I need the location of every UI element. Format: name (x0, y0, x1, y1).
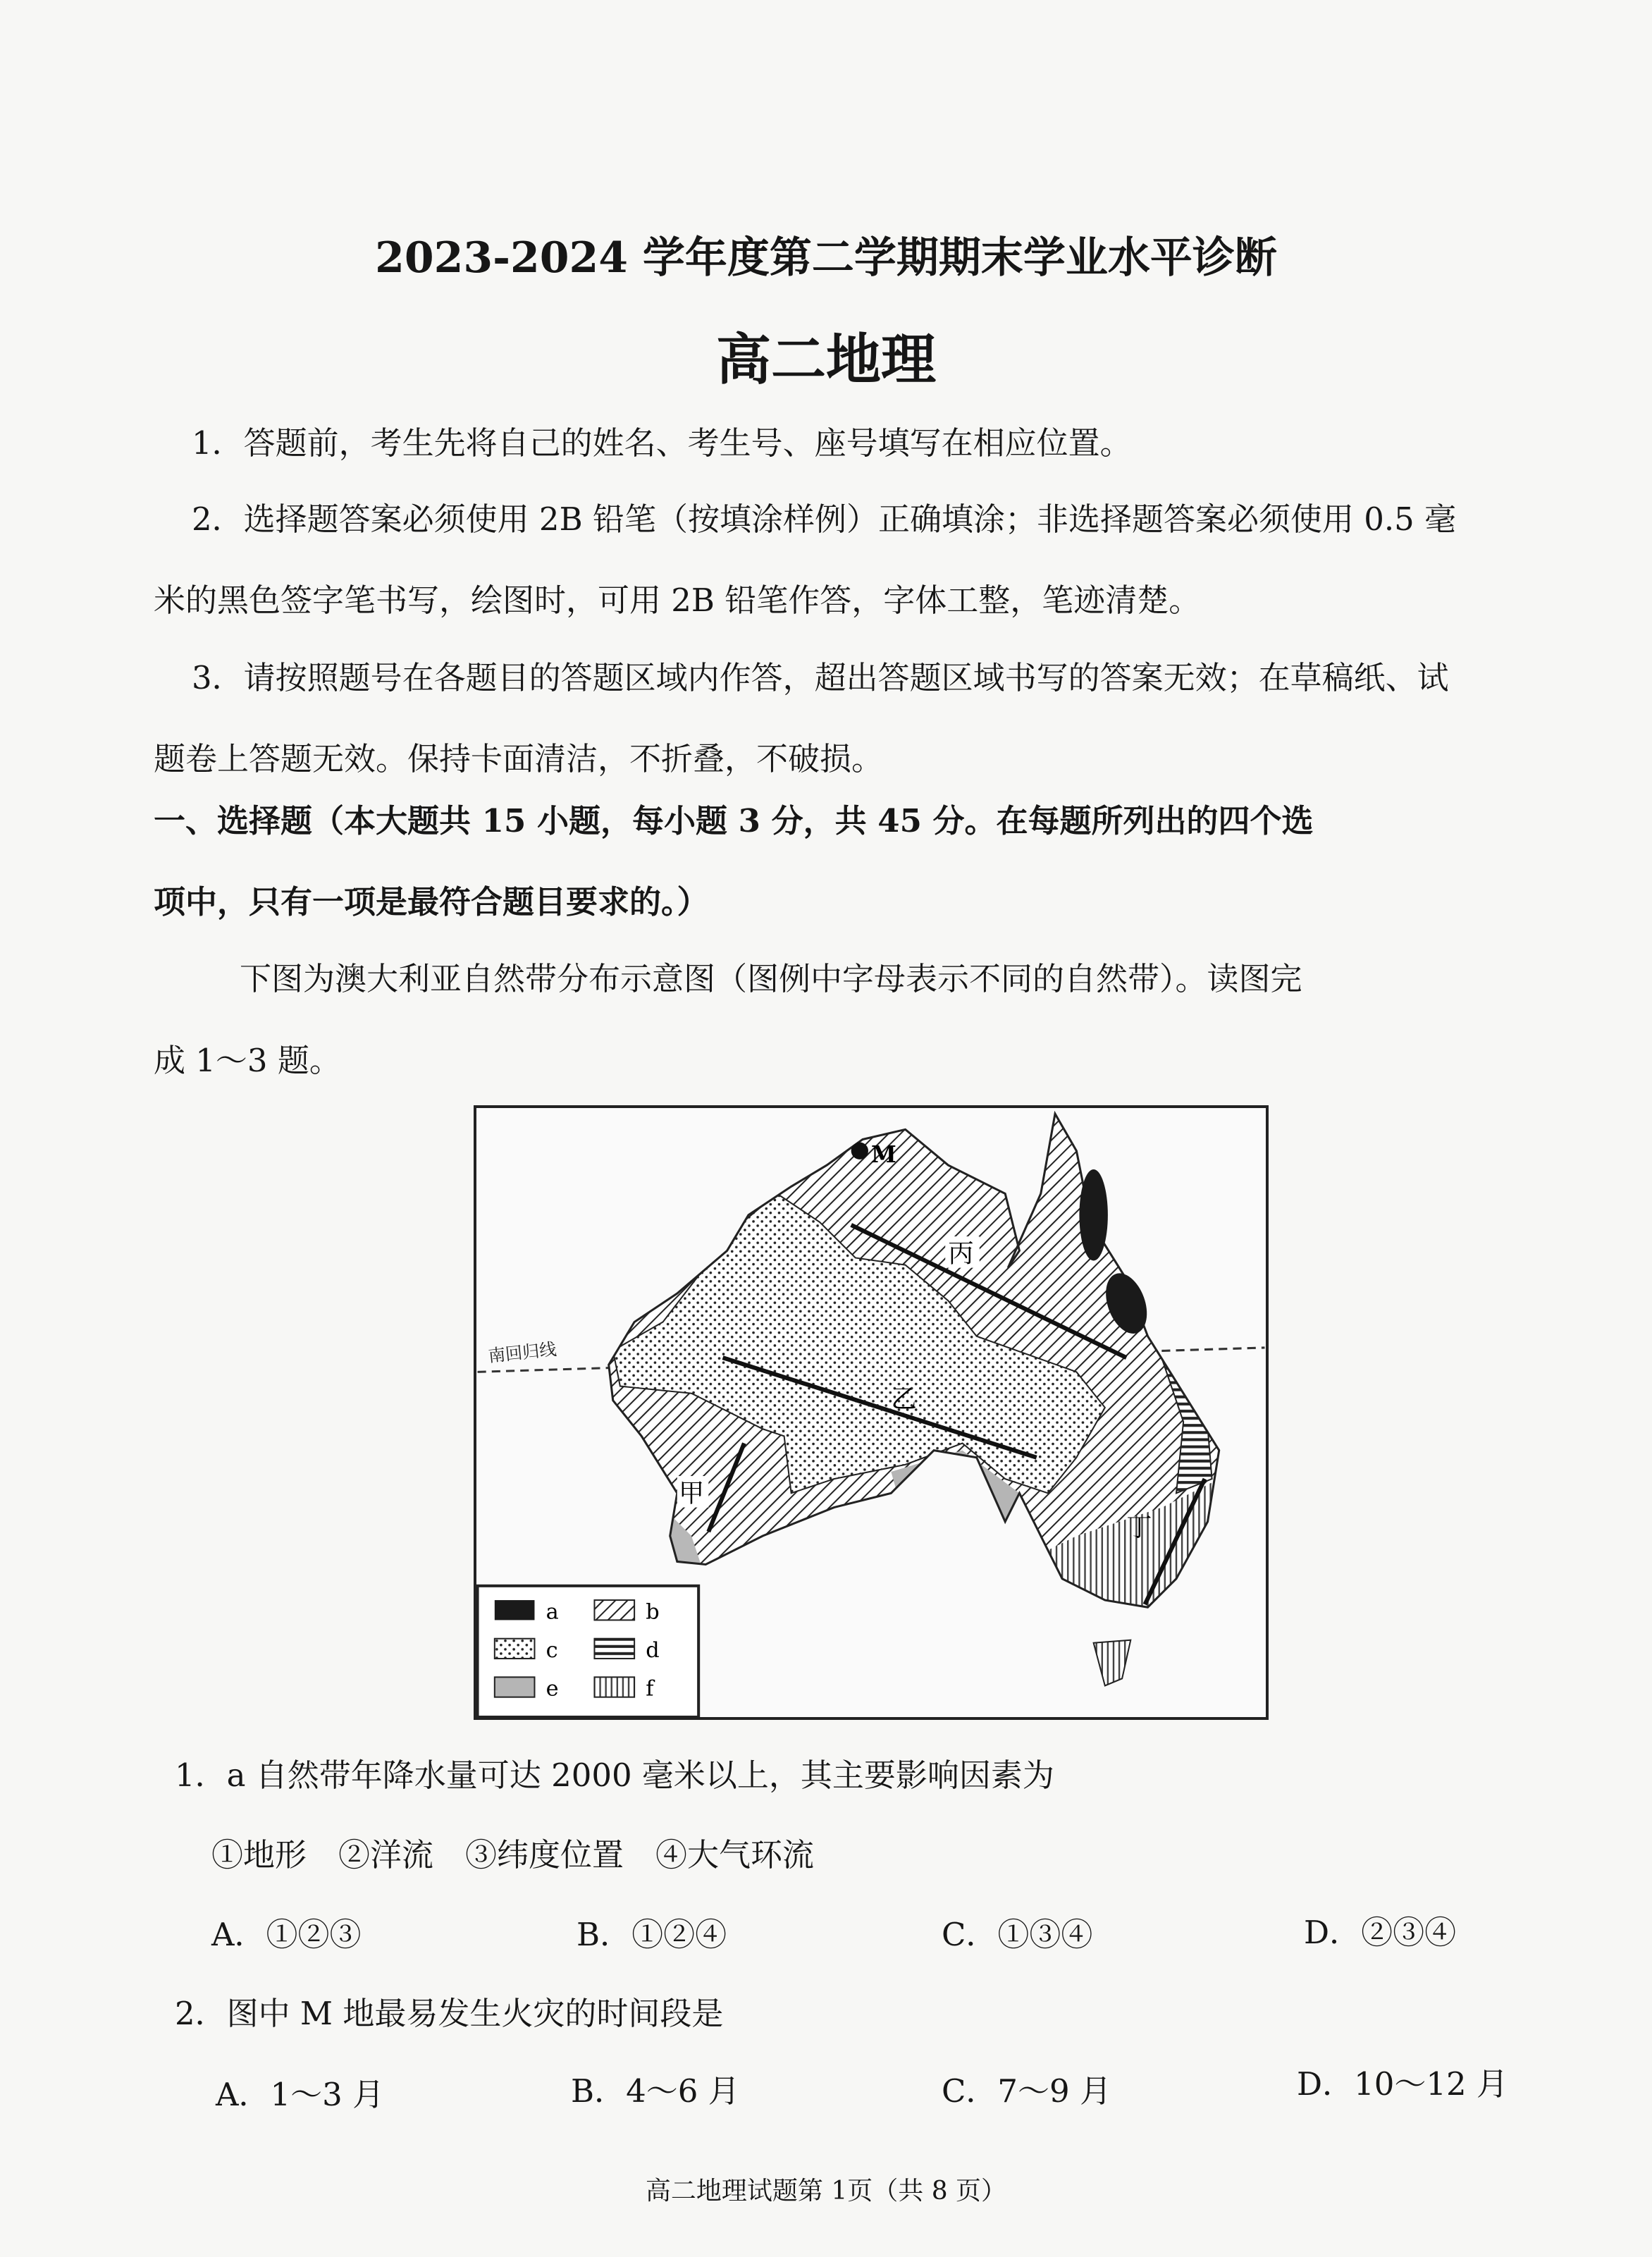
legend-d: d (646, 1638, 660, 1663)
question-2-option-a[interactable]: A．1～3 月 (216, 2076, 385, 2113)
map-legend (478, 1586, 699, 1717)
label-jia: 甲 (678, 1477, 705, 1508)
question-1-option-b[interactable]: B．①②④ (577, 1916, 727, 1953)
legend-e: e (545, 1676, 559, 1702)
tasmania (1094, 1640, 1131, 1686)
question-1-option-c[interactable]: C．①③④ (942, 1916, 1093, 1953)
subject-title: 高二地理 (715, 328, 936, 392)
question-1-option-d[interactable]: D．②③④ (1304, 1914, 1457, 1951)
instruction-2-cont: 米的黑色签字笔书写，绘图时，可用 2B 铅笔作答，字体工整，笔迹清楚。 (154, 582, 1201, 619)
label-yi: 乙 (891, 1383, 917, 1414)
question-1-option-a[interactable]: A．①②③ (211, 1916, 362, 1953)
question-2-option-b[interactable]: B．4～6 月 (571, 2072, 740, 2110)
map-svg (476, 1108, 1266, 1717)
label-ding: 丁 (1126, 1512, 1152, 1543)
label-bing: 丙 (948, 1238, 974, 1269)
legend-a: a (545, 1599, 559, 1625)
question-1-stem: 1．a 自然带年降水量可达 2000 毫米以上，其主要影响因素为 (175, 1757, 1054, 1794)
australia-natural-zone-map (474, 1105, 1269, 1720)
section-heading: 一、选择题（本大题共 15 小题，每小题 3 分，共 45 分。在每题所列出的四个选 (154, 802, 1314, 840)
map-intro-cont: 成 1～3 题。 (154, 1042, 341, 1079)
label-m: M (871, 1140, 896, 1168)
question-1-factors: ①地形 ②洋流 ③纬度位置 ④大气环流 (211, 1836, 815, 1874)
question-2-option-c[interactable]: C．7～9 月 (942, 2072, 1111, 2110)
instruction-3-cont: 题卷上答题无效。保持卡面清洁，不折叠，不破损。 (154, 740, 884, 777)
instruction-1: 1．答题前，考生先将自己的姓名、考生号、座号填写在相应位置。 (192, 424, 1132, 462)
map-intro: 下图为澳大利亚自然带分布示意图（图例中字母表示不同的自然带）。读图完 (240, 960, 1302, 997)
instruction-2: 2．选择题答案必须使用 2B 铅笔（按填涂样例）正确填涂；非选择题答案必须使用 0.5 毫 (192, 500, 1457, 538)
question-2-option-d[interactable]: D．10～12 月 (1297, 2065, 1508, 2103)
tropic-label: 南回归线 (487, 1339, 557, 1367)
section-heading-cont: 项中，只有一项是最符合题目要求的。） (154, 883, 709, 921)
question-2-stem: 2．图中 M 地最易发生火灾的时间段是 (175, 1995, 724, 2032)
zone-a-north (1079, 1169, 1107, 1260)
legend-c: c (545, 1638, 558, 1663)
legend-b: b (646, 1599, 660, 1625)
point-m (851, 1143, 868, 1160)
instruction-3: 3．请按照题号在各题目的答题区域内作答，超出答题区域书写的答案无效；在草稿纸、试 (192, 659, 1449, 696)
page-footer: 高二地理试题第 1页（共 8 页） (645, 2177, 1007, 2206)
exam-title: 2023-2024 学年度第二学期期末学业水平诊断 (375, 233, 1277, 283)
legend-f: f (646, 1676, 654, 1702)
